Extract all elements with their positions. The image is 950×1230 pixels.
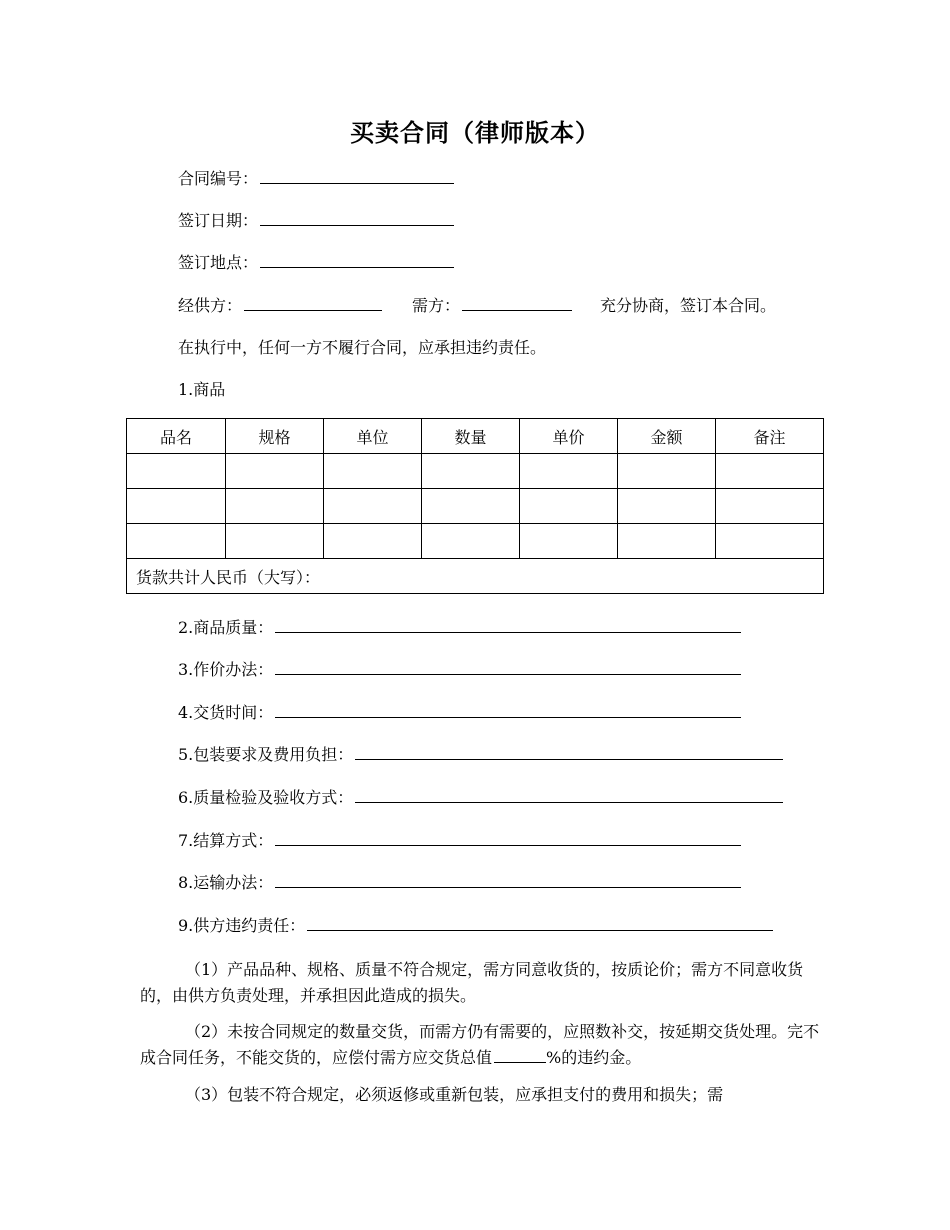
liability-paragraph-2-text: （2）未按合同规定的数量交货，而需方仍有需要的，应照数补交，按延期交货处理。完不成合同任务，不能交货的，应偿付需方应交货总值	[140, 1022, 820, 1067]
contract-no-row	[178, 167, 454, 189]
total-amount-label[interactable]: 货款共计人民币（大写）：	[127, 559, 824, 594]
clause-label: 7.结算方式：	[178, 831, 274, 850]
table-cell[interactable]	[422, 524, 520, 559]
liability-paragraph-2	[140, 1019, 820, 1071]
liability-paragraph-1: （1）产品品种、规格、质量不符合规定，需方同意收货的，按质论价；需方不同意收货的，由供方负责处理，并承担因此造成的损失。	[140, 960, 804, 1005]
clause-supplier-liability	[178, 914, 773, 936]
table-row	[127, 489, 824, 524]
goods-table-header	[127, 419, 824, 454]
table-cell[interactable]	[226, 489, 324, 524]
clause-settlement	[178, 829, 741, 851]
liability-paragraph-3: （3）包装不符合规定，必须返修或重新包装，应承担支付的费用和损失；需	[185, 1085, 724, 1104]
table-cell[interactable]	[520, 489, 618, 524]
clause-quality-field[interactable]	[275, 616, 741, 633]
clause-label: 6.质量检验及验收方式：	[178, 788, 354, 807]
section-1-heading: 1.商品	[178, 380, 226, 399]
sign-place-field[interactable]	[260, 251, 454, 268]
table-cell[interactable]	[520, 454, 618, 489]
sign-date-field[interactable]	[260, 209, 454, 226]
clause-label: 5.包装要求及费用负担：	[178, 745, 354, 764]
supplier-field[interactable]	[244, 294, 382, 311]
clause-inspection-field[interactable]	[355, 786, 783, 803]
liability-paragraph-2-tail: %的违约金。	[546, 1048, 642, 1067]
contract-no-field[interactable]	[260, 167, 454, 184]
table-cell[interactable]	[324, 489, 422, 524]
header-product-name: 品名	[127, 419, 226, 454]
clause-label: 3.作价办法：	[178, 660, 274, 679]
parties-tail: 充分协商，签订本合同。	[600, 296, 777, 315]
total-row	[127, 559, 824, 594]
table-cell[interactable]	[324, 524, 422, 559]
clause-label: 8.运输办法：	[178, 873, 274, 892]
table-cell[interactable]	[716, 524, 824, 559]
header-unit: 单位	[324, 419, 422, 454]
goods-table	[126, 418, 824, 594]
clause-pricing-field[interactable]	[275, 658, 741, 675]
table-cell[interactable]	[618, 524, 716, 559]
header-remarks: 备注	[716, 419, 824, 454]
clause-supplier-liability-field[interactable]	[307, 914, 773, 931]
table-row	[127, 524, 824, 559]
table-cell[interactable]	[618, 489, 716, 524]
table-cell[interactable]	[127, 454, 226, 489]
table-cell[interactable]	[127, 524, 226, 559]
page-title: 买卖合同（律师版本）	[350, 118, 600, 147]
table-cell[interactable]	[226, 454, 324, 489]
table-row	[127, 454, 824, 489]
sign-place-label: 签订地点：	[178, 253, 259, 272]
buyer-field[interactable]	[462, 294, 572, 311]
clause-delivery-time	[178, 701, 741, 723]
clause-transport-field[interactable]	[275, 871, 741, 888]
buyer-label: 需方：	[412, 296, 461, 315]
table-cell[interactable]	[324, 454, 422, 489]
header-amount: 金额	[618, 419, 716, 454]
clause-settlement-field[interactable]	[275, 829, 741, 846]
table-cell[interactable]	[422, 489, 520, 524]
clause-label: 9.供方违约责任：	[178, 916, 306, 935]
parties-row	[178, 294, 776, 316]
table-cell[interactable]	[422, 454, 520, 489]
clause-transport	[178, 871, 741, 893]
table-cell[interactable]	[716, 489, 824, 524]
clause-label: 4.交货时间：	[178, 703, 274, 722]
clause-delivery-time-field[interactable]	[275, 701, 741, 718]
clause-quality	[178, 616, 741, 638]
header-unit-price: 单价	[520, 419, 618, 454]
header-spec: 规格	[226, 419, 324, 454]
penalty-percent-field[interactable]	[494, 1048, 546, 1063]
table-cell[interactable]	[618, 454, 716, 489]
table-cell[interactable]	[127, 489, 226, 524]
contract-no-label: 合同编号：	[178, 169, 259, 188]
sign-date-label: 签订日期：	[178, 211, 259, 230]
clause-inspection	[178, 786, 783, 808]
clause-label: 2.商品质量：	[178, 618, 274, 637]
clause-packaging-field[interactable]	[355, 743, 783, 760]
clause-packaging	[178, 743, 783, 765]
table-cell[interactable]	[520, 524, 618, 559]
sign-place-row	[178, 251, 454, 273]
table-cell[interactable]	[716, 454, 824, 489]
header-quantity: 数量	[422, 419, 520, 454]
clause-pricing	[178, 658, 741, 680]
preamble: 在执行中，任何一方不履行合同，应承担违约责任。	[178, 338, 547, 357]
sign-date-row	[178, 209, 454, 231]
supplier-label: 经供方：	[178, 296, 243, 315]
table-cell[interactable]	[226, 524, 324, 559]
